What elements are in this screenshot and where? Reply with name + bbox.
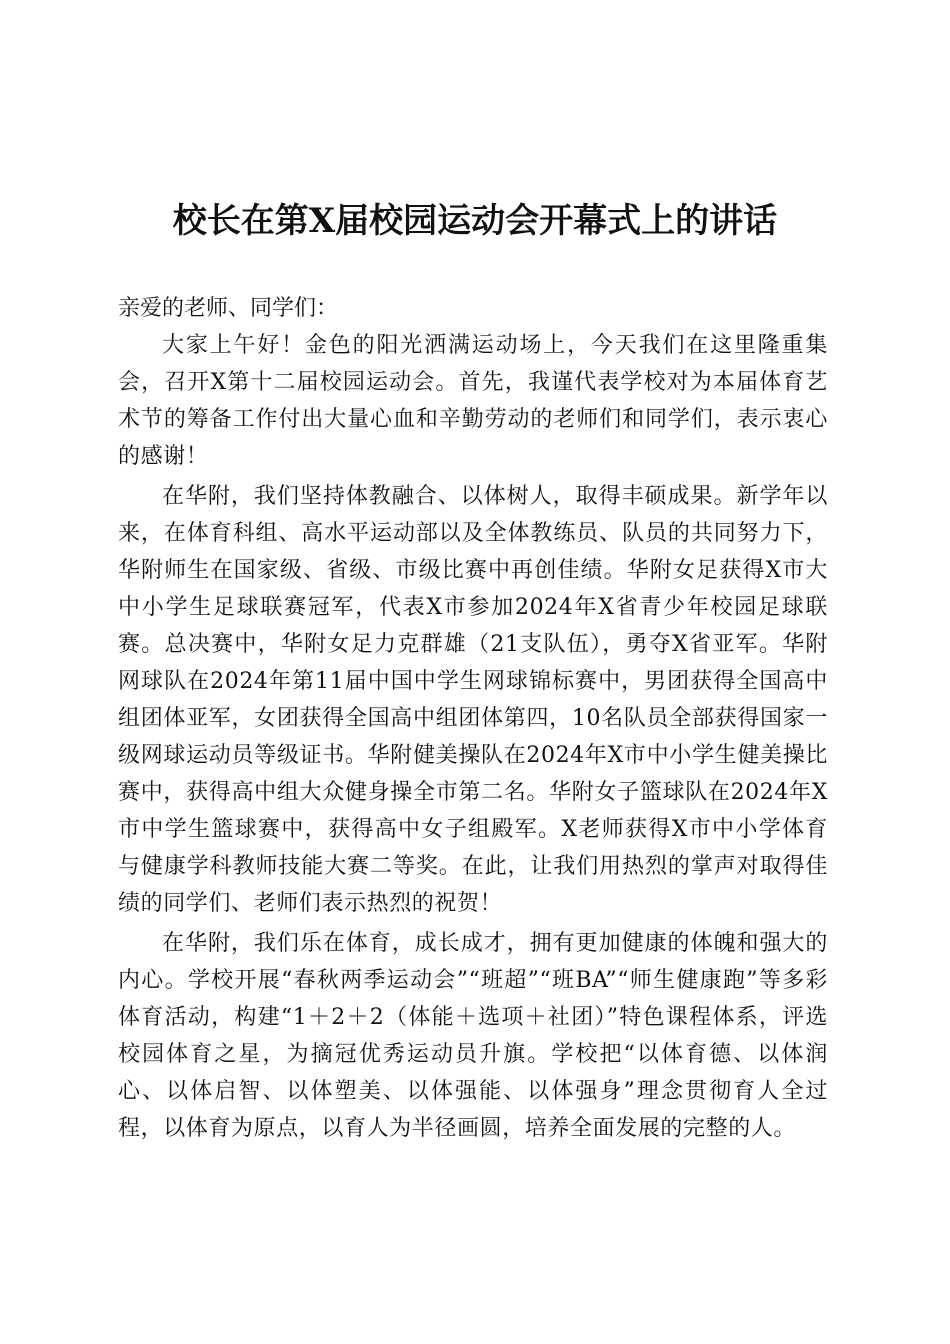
document-title: 校长在第X届校园运动会开幕式上的讲话 bbox=[172, 201, 778, 241]
greeting-line: 亲爱的老师、同学们： bbox=[118, 296, 339, 321]
paragraph-opening: 大家上午好！金色的阳光洒满运动场上，今天我们在这里隆重集会，召开X第十二届校园运动会。首先，我谨代表学校对为本届体育艺术节的筹备工作付出大量心血和辛勤劳动的老师们和同学们，表示衷心的感谢！ bbox=[118, 333, 828, 469]
document-body bbox=[118, 290, 828, 1147]
paragraph-achievements: 在华附，我们坚持体教融合、以体树人，取得丰硕成果。新学年以来，在体育科组、高水平运动部以及全体教练员、队员的共同努力下，华附师生在国家级、省级、市级比赛中再创佳绩。华附女足获得X市大中小学生足球联赛冠军，代表X市参加2024年X省青少年校园足球联赛。总决赛中，华附女足力克群雄（21支队伍），勇夺X省亚军。华附网球队在2024年第11届中国中学生网球锦标赛中，男团获得全国高中组团体亚军，女团获得全国高中组团体第四，10名队员全部获得国家一级网球运动员等级证书。华附健美操队在2024年X市中小学生健美操比赛中，获得高中组大众健身操全市第二名。华附女子篮球队在2024年X市中学生篮球赛中，获得高中女子组殿军。X老师获得X市中小学体育与健康学科教师技能大赛二等奖。在此，让我们用热烈的掌声对取得佳绩的同学们、老师们表示热烈的祝贺！ bbox=[118, 484, 828, 916]
paragraph-activities: 在华附，我们乐在体育，成长成才，拥有更加健康的体魄和强大的内心。学校开展“春秋两季运动会”“班超”“班BA”“师生健康跑”等多彩体育活动，构建“1＋2＋2（体能＋选项＋社团）”特色课程体系，评选校园体育之星，为摘冠优秀运动员升旗。学校把“以体育德、以体润心、以体启智、以体塑美、以体强能、以体强身”理念贯彻育人全过程，以体育为原点，以育人为半径画圆，培养全面发展的完整的人。 bbox=[118, 931, 828, 1141]
